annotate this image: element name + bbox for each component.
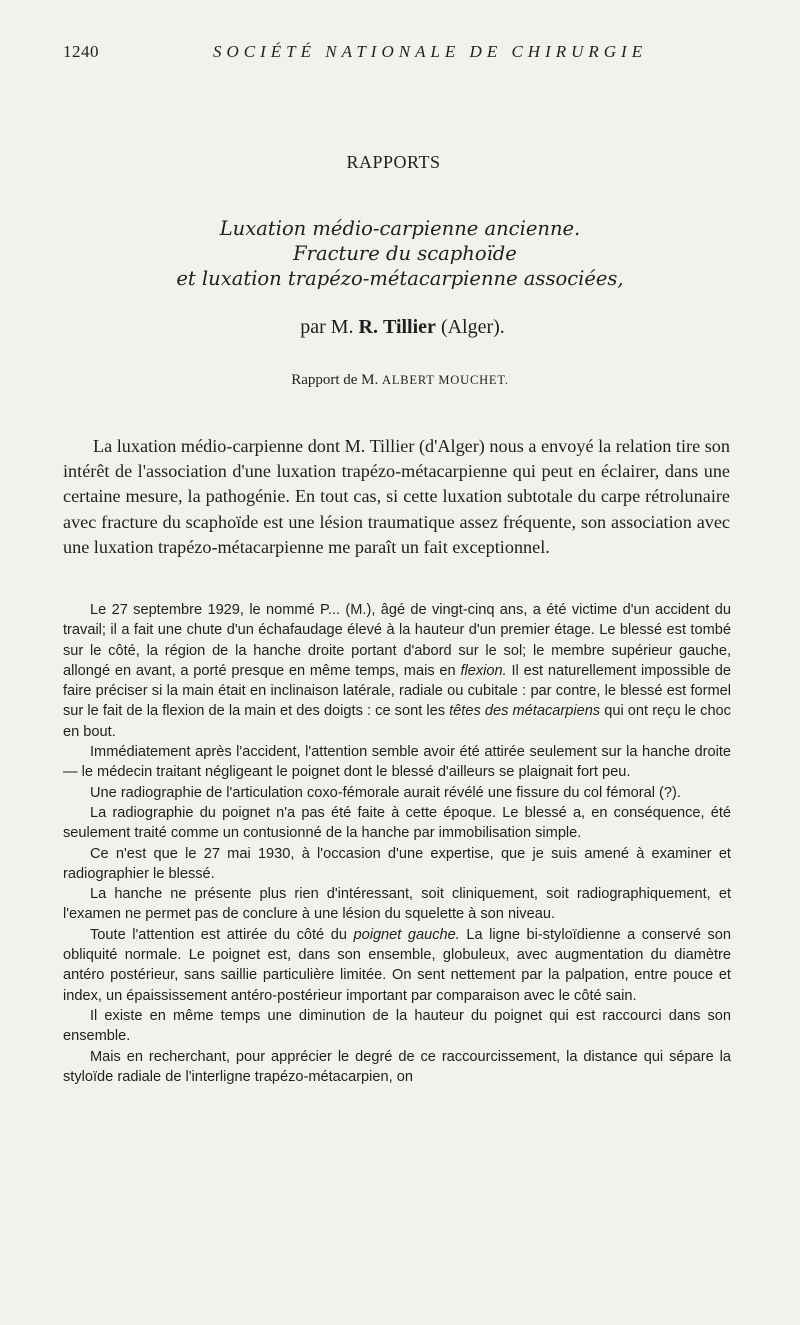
byline-initial: R. <box>358 316 378 338</box>
byline-author: Tillier <box>382 316 436 338</box>
section-heading: RAPPORTS <box>346 152 441 172</box>
case-paragraph-9: Mais en recherchant, pour apprécier le degré de ce raccourcissement, la distance qui sépare la styloïde radiale de l'interligne trapézo-métacarpien, on <box>63 1048 731 1085</box>
case-p7-text-b: La ligne bi-styloïdienne a conservé son obliquité normale. Le poignet est, dans son ensemble, globuleux, avec augmentation du diamètre antéro postérieur, sans saillie particulière limitée. On sent nettement par la palpation, entre pouce et index, un épaississement antéro-postérieur important par comparaison avec le côté sain. <box>63 926 731 1004</box>
byline-prefix: par M. <box>300 316 354 338</box>
case-p1-flexion: flexion. <box>460 662 507 679</box>
case-paragraph-5: Ce n'est que le 27 mai 1930, à l'occasion d'une expertise, que je suis amené à examiner et radiographier le blessé. <box>63 845 731 882</box>
case-p7-text-a: Toute l'attention est attirée du côté du <box>90 926 347 943</box>
byline <box>0 316 800 339</box>
case-paragraph-8: Il existe en même temps une diminution de la hauteur du poignet qui est raccourci dans son ensemble. <box>63 1007 731 1045</box>
case-paragraph-3: Une radiographie de l'articulation coxo-fémorale aurait révélé une fissure du col fémoral (?). <box>90 784 681 801</box>
rapport-line <box>0 372 800 389</box>
intro-section <box>63 434 730 560</box>
running-header <box>63 42 760 66</box>
case-paragraph-2: Immédiatement après l'accident, l'attention semble avoir été attirée seulement sur la hanche droite — le médecin traitant négligeant le poignet dont le blessé d'ailleurs se plaignait fort peu. <box>63 744 731 781</box>
page-number: 1240 <box>63 42 99 61</box>
case-paragraph-7 <box>63 925 731 1006</box>
case-paragraph-4: La radiographie du poignet n'a pas été faite à cette époque. Le blessé a, en conséquence, été seulement traité comme un contusionné de la hanche par immobilisation simple. <box>63 804 731 842</box>
case-p1-text-c: qui ont reçu le choc en bout. <box>63 703 731 740</box>
rapport-prefix: Rapport de M. <box>291 372 379 388</box>
title-line-2: Fracture du scaphoïde <box>293 242 517 265</box>
rapport-reporter: ALBERT MOUCHET. <box>382 373 509 387</box>
case-paragraph-1 <box>63 600 731 742</box>
case-p1-text-b: Il est naturellement impossible de faire préciser si la main était en inclinaison latérale, radiale ou cubitale : par contre, le blessé est formel sur le fait de la flexion de la main et des doigts : ce sont les <box>63 662 732 720</box>
case-p7-poignet: poignet gauche. <box>353 926 460 943</box>
title-line-1: Luxation médio-carpienne ancienne. <box>219 217 581 240</box>
case-paragraph-6: La hanche ne présente plus rien d'intéressant, soit cliniquement, soit radiographiquement, et l'examen ne permet pas de conclure à une lésion du squelette à son niveau. <box>63 886 731 923</box>
title-line-3: et luxation trapézo-métacarpienne associées, <box>176 267 624 290</box>
byline-place: (Alger). <box>440 316 505 338</box>
journal-title: SOCIÉTÉ NATIONALE DE CHIRURGIE <box>213 42 648 61</box>
article-title <box>0 216 800 291</box>
case-p1-text-a: Le 27 septembre 1929, le nommé P... (M.), âgé de vingt-cinq ans, a été victime d'un accident du travail; il a fait une chute d'un échafaudage élevé à la hauteur d'un premier étage. Le blessé est tombé sur le côté, la région de la hanche droite portant d'abord sur le sol; le membre supérieur gauche, allongé en avant, a porté presque en même temps, mais en <box>63 602 731 679</box>
case-report <box>63 600 731 1087</box>
case-p1-tetes: têtes des métacarpiens <box>449 703 601 720</box>
intro-paragraph: La luxation médio-carpienne dont M. Tillier (d'Alger) nous a envoyé la relation tire son intérêt de l'association d'une luxation trapézo-métacarpienne qui peut en éclairer, dans une certaine mesure, la pathogénie. En tout cas, si cette luxation subtotale du carpe rétrolunaire avec fracture du scaphoïde est une lésion traumatique assez fréquente, son association avec une luxation trapézo-métacarpienne me paraît un fait exceptionnel. <box>63 436 730 557</box>
